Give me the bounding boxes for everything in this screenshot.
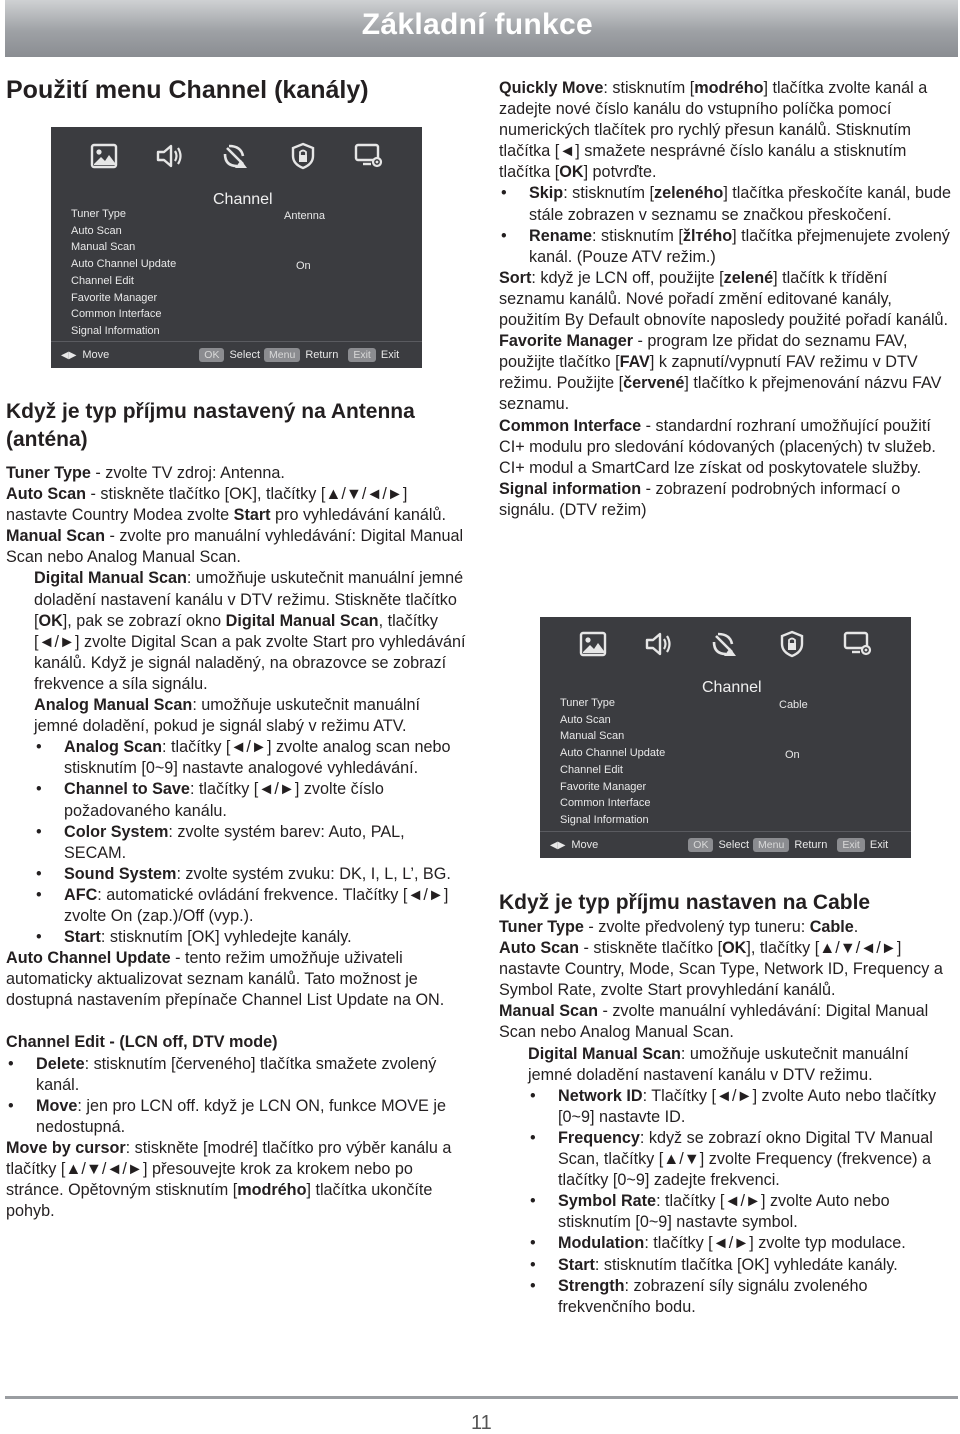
list-item: • Network ID: Tlačítky [◄/►] zvolte Auto nebo tlačítky [0~9] nastavte ID. bbox=[528, 1086, 954, 1128]
footer-select-label: Select bbox=[229, 349, 261, 361]
manual-scan-paragraph: Manual Scan - zvolte pro manuální vyhledávání: Digital Manual Scan nebo Analog Manual Scan. bbox=[6, 527, 464, 567]
menu-item-list bbox=[71, 206, 176, 340]
antenna-heading: Když je typ příjmu nastavený na Antenna (anténa) bbox=[6, 400, 415, 451]
auto-scan-paragraph: Auto Scan - stiskněte tlačítko [OK], tlačítky [▲/▼/◄/►] nastavte Country Modea zvolte Start pro vyhledávání kanálů. bbox=[6, 485, 447, 525]
menu-item-manual-scan[interactable]: Manual Scan bbox=[560, 730, 625, 743]
menu-icon-bar bbox=[540, 629, 911, 659]
list-item: • Rename: stisknutím [žlтého] tlačítka přejmenujete zvolený kanál. (Pouze ATV režim.) bbox=[499, 226, 954, 268]
page-number: 11 bbox=[471, 1412, 492, 1434]
lock-icon[interactable] bbox=[287, 141, 319, 171]
cable-digital-manual-scan-paragraph: Digital Manual Scan: umožňuje uskutečnit manuální jemné doladění nastavení kanálu v DTV režimu. bbox=[528, 1044, 909, 1084]
menu-item-favorite-manager[interactable]: Favorite Manager bbox=[71, 291, 158, 304]
list-item: • Frequency: když se zobrazí okno Digital TV Manual Scan, tlačítky [▲/▼] zvolte Frequency (frekvence) a tlačítky [0~9] zadejte frekvenci. bbox=[528, 1128, 954, 1191]
menu-item-common-interface[interactable]: Common Interface bbox=[71, 308, 162, 321]
footer-move-label: Move bbox=[82, 349, 110, 361]
quickly-move-paragraph: Quickly Move: stisknutím [modrého] tlačítka zvolte kanál a zadejte nové číslo kanálu do vstupního políčka pomocí numerických tlačítek pro rychlý přesun kanálů. Stisknutím tlačítka [◄] smažete nesprávné číslo kanálu a stisknutím tlačítka [OK] potvrďte. bbox=[499, 79, 928, 182]
signal-information-paragraph: Signal information - zobrazení podrobných informací o signálu. (DTV režim) bbox=[499, 479, 901, 519]
analog-manual-scan-paragraph: Analog Manual Scan: umožňuje uskutečnit manuální jemné doladění, pokud je signál slabý v režimu ATV. bbox=[34, 696, 420, 736]
list-item: • Delete: stisknutím [červeného] tlačítka smažete zvolený kanál. bbox=[6, 1054, 466, 1096]
footer-move-label: Move bbox=[571, 839, 599, 851]
sound-icon[interactable] bbox=[643, 629, 675, 659]
favorite-manager-paragraph: Favorite Manager - program lze přidat do seznamu FAV, použijte tlačítko [FAV] k zapnutí/vypnutí FAV režimu v DTV režimu. Použijte [červené] tlačítko k přejmenování názvu FAV seznamu. bbox=[499, 332, 942, 414]
menu-key[interactable]: Menu bbox=[753, 838, 789, 852]
menu-item-tuner-type[interactable]: Tuner Type bbox=[560, 697, 616, 709]
channel-edit-bullets bbox=[6, 1054, 466, 1138]
menu-item-signal-information[interactable]: Signal Information bbox=[71, 324, 160, 337]
list-item: • Symbol Rate: tlačítky [◄/►] zvolte Auto nebo stisknutím [0~9] nastavte symbol. bbox=[528, 1191, 954, 1233]
settings-screen-icon[interactable] bbox=[842, 629, 874, 659]
right-column-bottom bbox=[499, 889, 954, 1318]
cable-manual-scan-paragraph: Manual Scan - zvolte manuální vyhledávání: Digital Manual Scan nebo Analog Manual Scan. bbox=[499, 1002, 929, 1042]
move-by-cursor-paragraph: Move by cursor: stiskněte [modré] tlačítko pro výběr kanálu a tlačítky [▲/▼/◄/►] přesouvejte krok za krokem nebo po stránce. Opětovným stisknutím [modrého] tlačítka ukončíte pohyb. bbox=[6, 1138, 452, 1221]
list-item: • Analog Scan: tlačítky [◄/►] zvolte analog scan nebo stisknutím [0~9] nastavte analogové vyhledávání. bbox=[34, 737, 466, 779]
sound-icon[interactable] bbox=[154, 141, 186, 171]
channel-edit-heading: Channel Edit - (LCN off, DTV mode) bbox=[6, 1033, 278, 1052]
header-band bbox=[5, 0, 958, 57]
settings-screen-icon[interactable] bbox=[353, 141, 385, 171]
menu-item-favorite-manager[interactable]: Favorite Manager bbox=[560, 780, 647, 793]
ok-key[interactable]: OK bbox=[199, 348, 224, 362]
exit-key[interactable]: Exit bbox=[837, 838, 865, 852]
move-arrows-icon: ◀▶ bbox=[61, 349, 77, 361]
list-item: • Color System: zvolte systém barev: Auto, PAL, SECAM. bbox=[34, 822, 466, 864]
tuner-type-paragraph: Tuner Type - zvolte TV zdroj: Antenna. bbox=[6, 464, 285, 482]
channel-menu-cable bbox=[540, 617, 911, 858]
move-arrows-icon: ◀▶ bbox=[550, 839, 566, 851]
list-item: • Sound System: zvolte systém zvuku: DK, I, L, L’, BG. bbox=[34, 864, 466, 885]
channel-satellite-icon[interactable] bbox=[709, 629, 741, 659]
menu-item-manual-scan[interactable]: Manual Scan bbox=[71, 241, 136, 254]
cable-tuner-type-paragraph: Tuner Type - zvolte předvolený typ tuneru: Cable. bbox=[499, 918, 859, 936]
ok-key[interactable]: OK bbox=[688, 838, 713, 852]
digital-manual-scan-paragraph: Digital Manual Scan: umožňuje uskutečnit manuální jemné doladění nastavení kanálu v DTV režimu. Stiskněte tlačítko [OK], pak se zobrazí okno Digital Manual Scan, tlačítky [◄/►] zvolte Digital Scan a pak zvolte Start pro vyhledávání kanálů. Když je signál naladěný, na obrazovce se zobrazí frekvence a síla signálu. bbox=[34, 569, 466, 693]
menu-item-channel-edit[interactable]: Channel Edit bbox=[560, 763, 623, 776]
footer-divider bbox=[5, 1396, 958, 1399]
menu-item-auto-channel-update[interactable]: Auto Channel Update bbox=[560, 747, 666, 760]
right-column-top bbox=[499, 78, 954, 521]
menu-item-auto-scan[interactable]: Auto Scan bbox=[560, 713, 611, 726]
auto-channel-update-value: On bbox=[296, 260, 311, 272]
menu-item-channel-edit[interactable]: Channel Edit bbox=[71, 274, 134, 287]
list-item: • Start: stisknutím [OK] vyhledejte kanály. bbox=[34, 927, 466, 948]
sort-paragraph: Sort: když je LCN off, použijte [zelené] tlačítk k třídění seznamu kanálů. Nové pořadí změní editované kanály, použitím By Default obnovíte naposledy použité pořadí kanálů. bbox=[499, 268, 949, 330]
menu-item-common-interface[interactable]: Common Interface bbox=[560, 797, 651, 810]
footer-return-label: Return bbox=[305, 349, 339, 361]
list-item: • Start: stisknutím tlačítka [OK] vyhledáte kanály. bbox=[528, 1255, 954, 1276]
section-title: Základní funkce bbox=[361, 8, 593, 41]
list-item: • Channel to Save: tlačítky [◄/►] zvolte číslo požadovaného kanálu. bbox=[34, 779, 466, 821]
menu-footer bbox=[51, 342, 422, 368]
common-interface-paragraph: Common Interface - standardní rozhraní umožňující použití CI+ modulu pro sledování kódovaných (placených) tv služeb. CI+ modul a SmartCard lze získat od poskytovatele služby. bbox=[499, 416, 936, 477]
menu-icon-bar bbox=[51, 141, 422, 171]
footer-select-label: Select bbox=[718, 839, 750, 851]
menu-footer bbox=[540, 832, 911, 858]
quickly-move-bullets bbox=[499, 183, 954, 267]
left-column bbox=[6, 398, 466, 1222]
auto-channel-update-paragraph: Auto Channel Update - tento režim umožňuje uživateli automaticky aktualizovat seznam kanálů. Tato možnost je dostupná nastavením přepínače Channel List Update na ON. bbox=[6, 949, 445, 1010]
cable-scan-bullets bbox=[499, 1086, 954, 1318]
tuner-type-value: Cable bbox=[779, 699, 808, 711]
auto-channel-update-value: On bbox=[785, 749, 800, 761]
picture-icon[interactable] bbox=[577, 629, 609, 659]
page-title: Použití menu Channel (kanály) bbox=[6, 76, 369, 104]
menu-item-tuner-type[interactable]: Tuner Type bbox=[71, 208, 127, 220]
menu-item-list bbox=[560, 695, 665, 829]
cable-heading: Když je typ příjmu nastaven na Cable bbox=[499, 891, 871, 914]
analog-scan-bullets bbox=[6, 737, 466, 948]
menu-title: Channel bbox=[702, 679, 762, 696]
tuner-type-value: Antenna bbox=[284, 210, 325, 222]
footer-return-label: Return bbox=[794, 839, 828, 851]
lock-icon[interactable] bbox=[776, 629, 808, 659]
list-item: • Move: jen pro LCN off. když je LCN ON, funkce MOVE je nedostupná. bbox=[6, 1096, 466, 1138]
exit-key[interactable]: Exit bbox=[348, 348, 376, 362]
menu-title: Channel bbox=[213, 191, 273, 208]
channel-menu-antenna bbox=[51, 127, 422, 368]
footer-exit-label: Exit bbox=[380, 349, 400, 361]
menu-item-signal-information[interactable]: Signal Information bbox=[560, 813, 649, 826]
picture-icon[interactable] bbox=[88, 141, 120, 171]
list-item: • Modulation: tlačítky [◄/►] zvolte typ modulace. bbox=[528, 1233, 954, 1254]
list-item: • Skip: stisknutím [zeleného] tlačítka přeskočíte kanál, bude stále zobrazen v seznamu se značkou přeskočení. bbox=[499, 183, 954, 225]
cable-auto-scan-paragraph: Auto Scan - stiskněte tlačítko [OK], tlačítky [▲/▼/◄/►] nastavte Country, Mode, Scan Type, Network ID, Frequency a Symbol Rate, zvolte Start provyhledání kanálů. bbox=[499, 939, 943, 1000]
list-item: • Strength: zobrazení síly signálu zvoleného frekvenčního bodu. bbox=[528, 1276, 954, 1318]
menu-item-auto-channel-update[interactable]: Auto Channel Update bbox=[71, 258, 177, 271]
footer-exit-label: Exit bbox=[869, 839, 889, 851]
channel-satellite-icon[interactable] bbox=[220, 141, 252, 171]
menu-key[interactable]: Menu bbox=[264, 348, 300, 362]
list-item: • AFC: automatické ovládání frekvence. Tlačítky [◄/►] zvolte On (zap.)/Off (vyp.). bbox=[34, 885, 466, 927]
menu-item-auto-scan[interactable]: Auto Scan bbox=[71, 224, 122, 237]
